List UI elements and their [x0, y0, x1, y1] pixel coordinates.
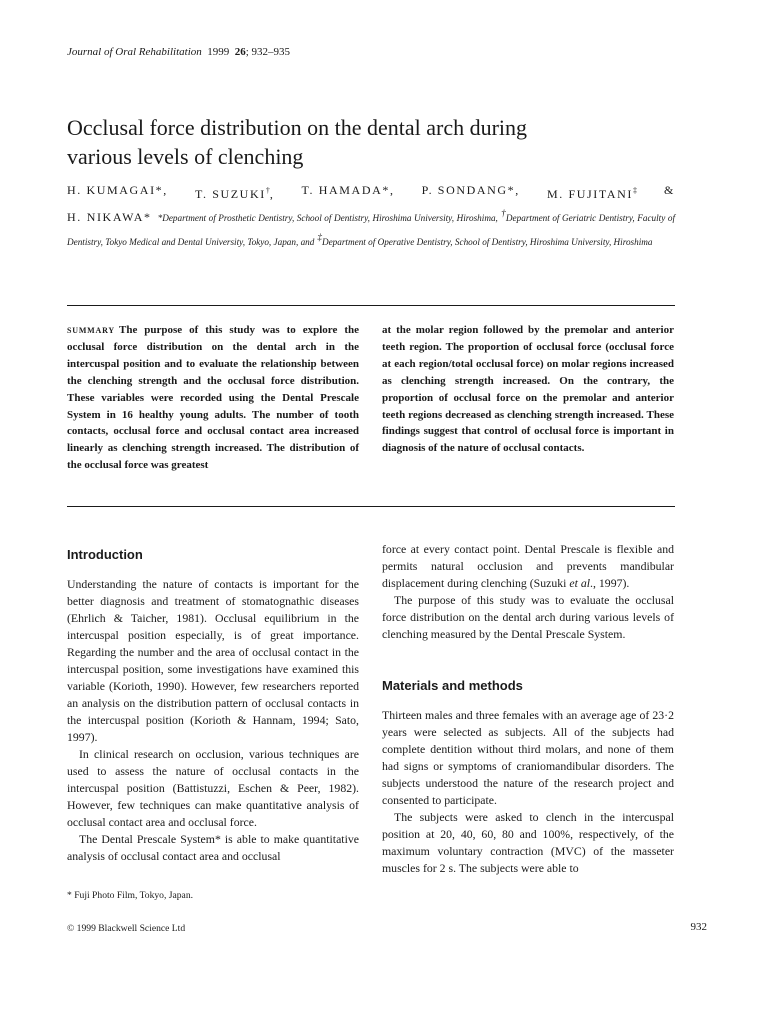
- author-fujitani: M. FUJITANI‡: [546, 186, 637, 201]
- author-ampersand: &: [664, 183, 675, 197]
- author-block: [67, 181, 675, 252]
- summary-text-left: The purpose of this study was to explore the occlusal force distribution on the dental arch in the intercuspal position and to evaluate the relationship between the clenching strength and the occlusal force distribution. These variables were recorded using the Dental Prescale System in 16 healthy young adults. The number of tooth contacts, occlusal force and occlusal contact area increased linearly as clenching strength increased. The distribution of the occlusal force was greatest: [67, 324, 359, 472]
- article-title: [67, 113, 687, 171]
- body-column-right: [382, 541, 674, 877]
- intro-paragraph-2: In clinical research on occlusion, various techniques are used to assess the nature of occlusal contacts in the intercuspal position (Battistuzzi, Eschen & Peer, 1982). However, few techniques can make quantitative analysis of occlusal contact area and occlusal force.: [67, 747, 359, 829]
- title-line-1: Occlusal force distribution on the dental arch during: [67, 115, 528, 140]
- summary-right: at the molar region followed by the premolar and anterior teeth region. The proportion of occlusal force (occlusal force at each region/total occlusal force) on molar regions increased as clenching strength increased. On the contrary, the proportion of occlusal force on the premolar and anterior teeth regions decreased as clenching strength increased. These findings suggest that control of occlusal force is important in diagnosis of the nature of occlusal contacts.: [382, 324, 674, 455]
- body-column-left: [67, 542, 359, 865]
- affiliation-2: Department of Geriatric Dentistry, Faculty of Dentistry, Tokyo Medical and Dental University, Tokyo, Japan, and: [67, 213, 675, 247]
- et-al: et al: [569, 576, 591, 590]
- author-list: [67, 181, 675, 204]
- intro-paragraph-continued: force at every contact point. Dental Prescale is flexible and permits natural occlusion and prevents mandibular displacement during clenching (Suzuki et al., 1997).: [382, 542, 674, 590]
- affil-mark: †: [501, 208, 506, 218]
- title-line-2: various levels of clenching: [67, 144, 304, 169]
- affil-mark: ‡: [632, 186, 637, 195]
- journal-year: 1999: [207, 46, 230, 58]
- author-nikawa: H. NIKAWA*: [67, 210, 152, 224]
- affiliation-3: Department of Operative Dentistry, School of Dentistry, Hiroshima University, Hiroshima: [321, 237, 653, 247]
- section-heading-introduction: Introduction: [67, 547, 143, 562]
- author-kumagai: H. KUMAGAI*,: [67, 183, 168, 197]
- journal-citation: [67, 46, 290, 58]
- journal-volume: 26: [234, 46, 246, 58]
- intro-paragraph-purpose: The purpose of this study was to evaluate the occlusal force distribution on the dental arch during various levels of clenching measured by the Dental Prescale System.: [382, 593, 674, 641]
- footnote: * Fuji Photo Film, Tokyo, Japan.: [67, 890, 194, 901]
- affiliation-block: [67, 204, 675, 252]
- section-heading-methods: Materials and methods: [382, 678, 523, 693]
- summary-left: [67, 322, 359, 474]
- affil-mark: ‡: [317, 232, 322, 242]
- intro-paragraph-1: Understanding the nature of contacts is important for the better diagnosis and treatment of stomatognathic diseases (Ehrlich & Taicher, 1981). Occlusal equilibrium in the intercuspal position especially, is of great importance. Regarding the number and the area of occlusal contact in the intercuspal position, some investigations have examined this variable (Korioth, 1990). However, few researchers reported an analysis on the distribution pattern of occlusal contacts in the intercuspal position (Korioth & Hannam, 1994; Sato, 1997).: [67, 577, 359, 744]
- author-sondang: P. SONDANG*,: [421, 183, 520, 197]
- page-number: 932: [690, 921, 707, 933]
- divider-top: [67, 305, 675, 306]
- copyright: © 1999 Blackwell Science Ltd: [67, 923, 186, 934]
- journal-name: Journal of Oral Rehabilitation: [67, 46, 202, 58]
- author-hamada: T. HAMADA*,: [301, 183, 395, 197]
- methods-paragraph-2: The subjects were asked to clench in the intercuspal position at 20, 40, 60, 80 and 100%, respectively, of the maximum voluntary contraction (MVC) of the masseter muscles for 2 s. The subjects were able to: [382, 810, 674, 875]
- summary-label: summary: [67, 324, 115, 336]
- author-suzuki: T. SUZUKI†,: [194, 186, 275, 201]
- divider-bottom: [67, 506, 675, 507]
- affil-mark: †: [265, 186, 270, 195]
- affiliation-1: *Department of Prosthetic Dentistry, School of Dentistry, Hiroshima University, Hiroshima,: [157, 213, 498, 223]
- intro-paragraph-3: The Dental Prescale System* is able to make quantitative analysis of occlusal contact area and occlusal: [67, 832, 359, 863]
- methods-paragraph-1: Thirteen males and three females with an average age of 23·2 years were selected as subjects. All of the subjects had complete dentition without third molars, and none of them had signs or symptoms of craniomandibular disorders. The subjects understood the nature of the research project and consented to participate.: [382, 708, 674, 807]
- journal-pages: ; 932–935: [245, 46, 291, 58]
